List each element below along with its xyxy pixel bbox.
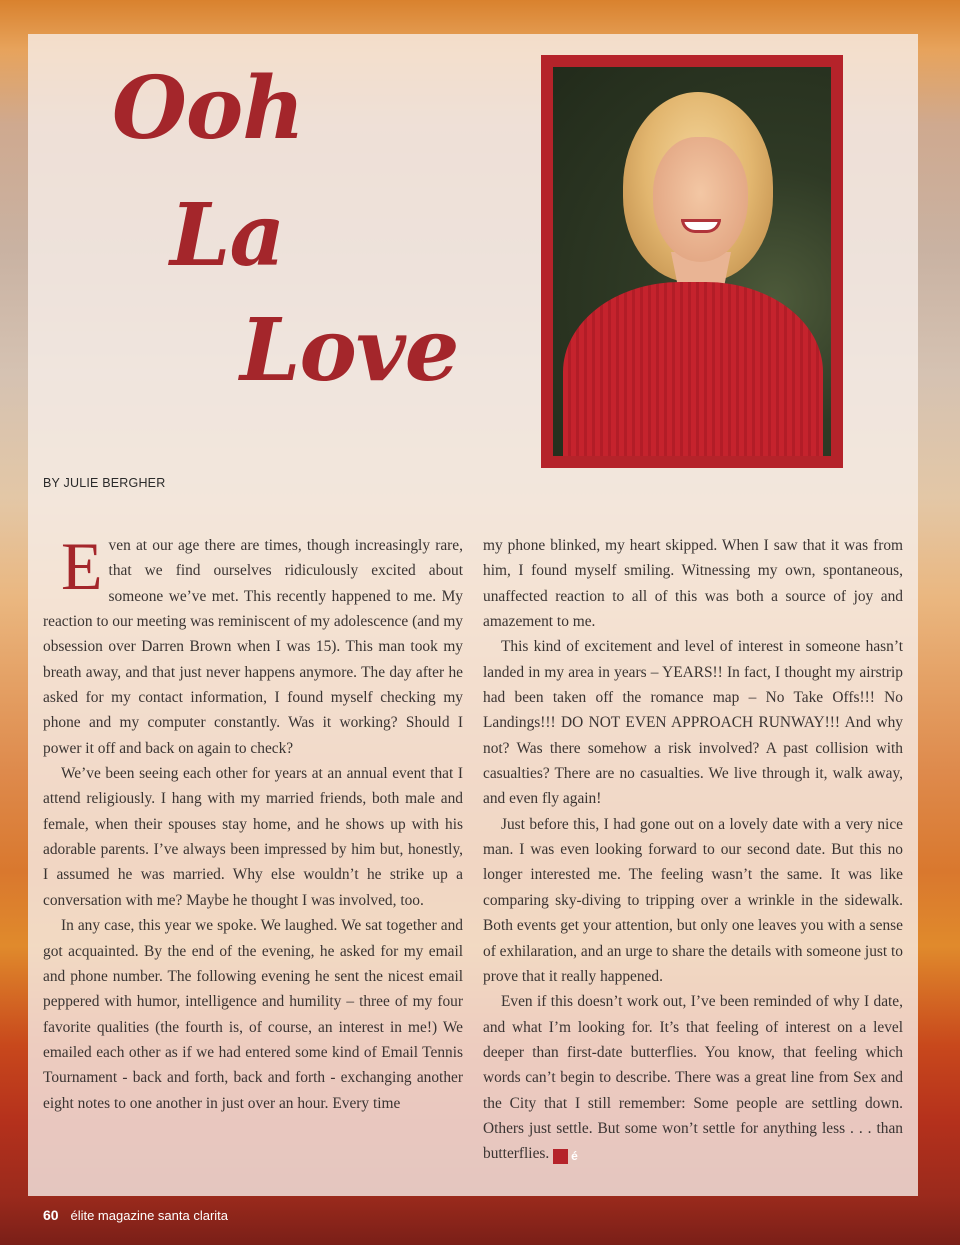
paragraph-5: This kind of excitement and level of interest in someone hasn’t landed in my area in years – YEARS!! In fact, I thought my airstrip had been taken off the romance map – No Take Offs!!! No Landings!!! DO NOT EVEN APPROACH RUNWAY!!! And why not? Was there somehow a risk involved? A past collision with casualties? There are no casualties. We live through it, walk away, and even fly again! (483, 638, 903, 808)
paragraph-6: Just before this, I had gone out on a lovely date with a very nice man. I was even looking forward to our second date. But this no longer interested me. The feeling wasn’t the same. It was like comparing sky-diving to tripping over a wrinkle in the sidewalk. Both events get your attention, but only one leaves you with a sense of exhilaration, and an urge to share the details with someone just to prove that it really happened. (483, 815, 903, 985)
article-column-right (483, 533, 903, 1167)
paragraph-7-text: Even if this doesn’t work out, I’ve been reminded of why I date, and what I’m looking for. It’s that feeling of interest on a level deeper than first-date butterflies. You know, that feeling which words can’t begin to describe. There was a great line from Sex and the City that I still remember: Some people are settling down. Others just settle. But some won’t settle for anything less . . . than butterflies. (483, 993, 903, 1163)
title-line-2: La (170, 185, 285, 286)
drop-cap: E (61, 528, 103, 604)
page-footer (43, 1207, 228, 1223)
paragraph-4: my phone blinked, my heart skipped. When I saw that it was from him, I found myself smiling. Witnessing my own, spontaneous, unaffected reaction to all of this was both a source of joy and amazement to me. (483, 537, 903, 631)
byline: BY JULIE BERGHER (43, 476, 166, 490)
author-photo (553, 67, 831, 456)
paragraph-7 (483, 989, 903, 1166)
paragraph-1 (43, 528, 463, 761)
author-photo-frame (541, 55, 843, 468)
paragraph-3: In any case, this year we spoke. We laughed. We sat together and got acquainted. By the end of the evening, he asked for my email and phone number. The following evening he sent the nicest email peppered with humor, intelligence and humility – three of my four favorite qualities (the fourth is, of course, an interest in me!) We emailed each other as if we had entered some kind of Email Tennis Tournament - back and forth, back and forth - exchanging another eight notes to one another in just over an hour. Every time (43, 917, 463, 1112)
article-column-left (43, 528, 463, 1116)
paragraph-1-text: ven at our age there are times, though increasingly rare, that we find ourselves ridiculously excited about someone we’ve met. This recently happened to me. My reaction to our meeting was reminiscent of my adolescence (and my obsession over Darren Brown when I was 15). This man took my breath away, and that just never happens anymore. The day after he asked for my contact information, I found myself checking my phone and my computer constantly. Was it working? Should I power it off and back on again to check? (43, 537, 463, 757)
end-mark-icon: é (553, 1149, 568, 1164)
title-line-1: Ooh (112, 58, 304, 159)
title-line-3: Love (240, 300, 459, 401)
page-number: 60 (43, 1207, 59, 1223)
paragraph-2: We’ve been seeing each other for years at an annual event that I attend religiously. I hang with my married friends, both male and female, when their spouses stay home, and he shows up with his adorable parents. I’ve always been impressed by him but, honestly, I assumed he was married. Why else wouldn’t he strike up a conversation with me? Maybe he thought I was involved, too. (43, 765, 463, 909)
photo-face (653, 137, 748, 262)
magazine-name: élite magazine santa clarita (70, 1208, 228, 1223)
photo-sweater (563, 282, 823, 456)
